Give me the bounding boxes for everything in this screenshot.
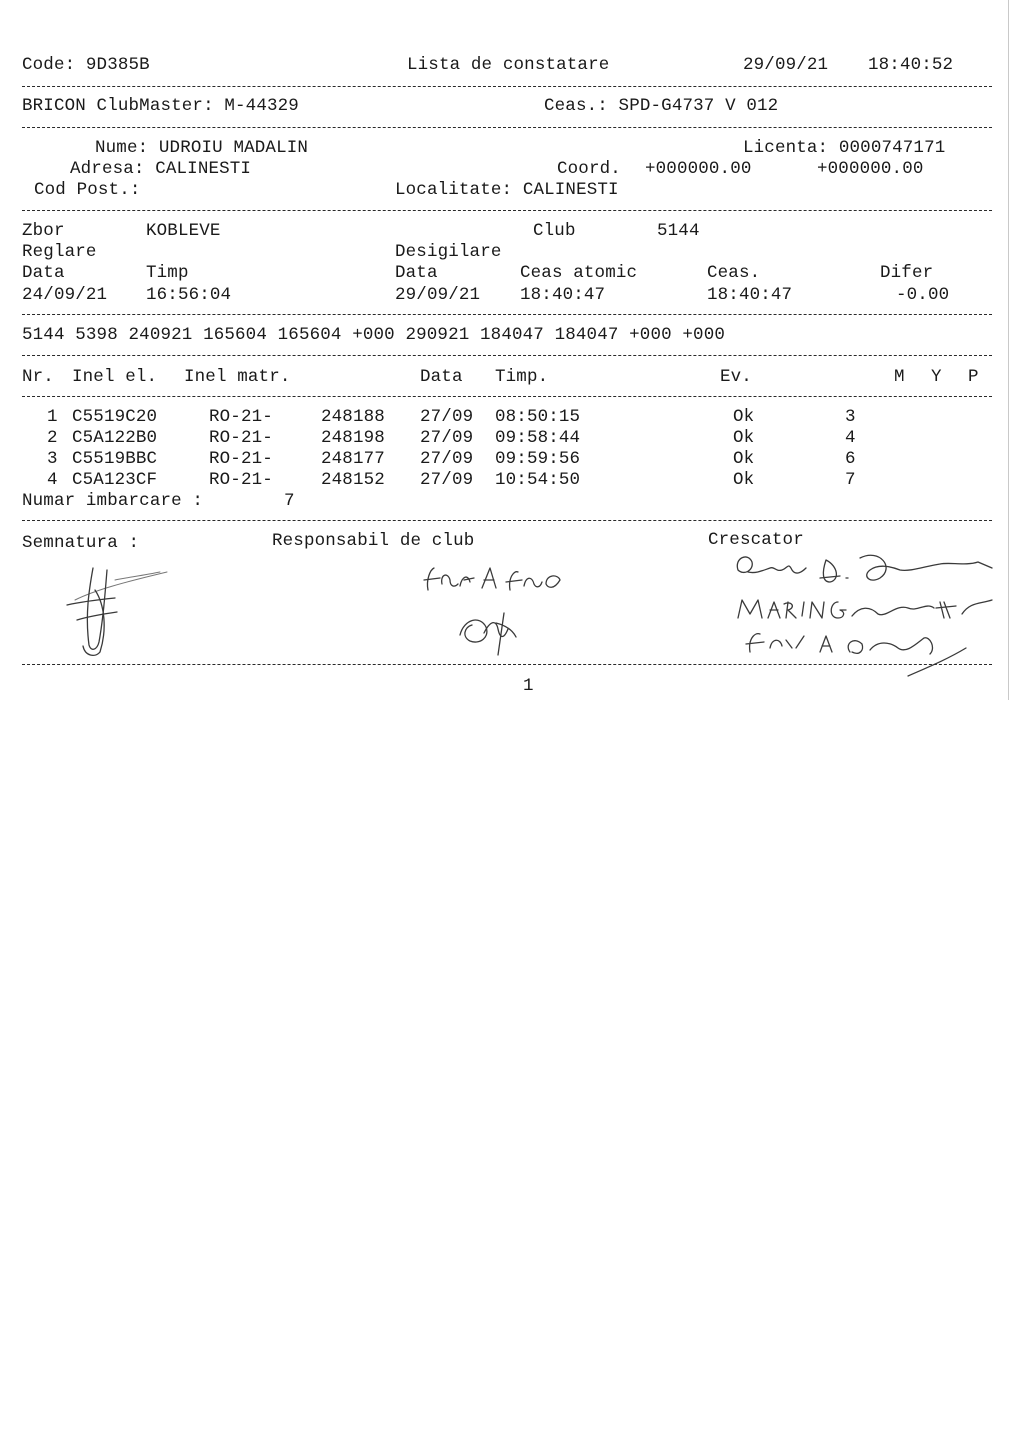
- locality: Localitate: CALINESTI: [395, 180, 619, 200]
- col-header-inel-el: Inel el.: [72, 367, 158, 387]
- col-header-data: Data: [420, 367, 463, 387]
- row-ev: Ok: [733, 428, 755, 448]
- divider: [22, 664, 992, 665]
- col-header-timp: Timp.: [495, 367, 549, 387]
- divider: [22, 314, 992, 315]
- scan-edge-line: [1008, 0, 1009, 700]
- basket-count-value: 7: [284, 491, 295, 511]
- row-nr: 1: [47, 407, 58, 427]
- club-value: 5144: [657, 221, 700, 241]
- row-date: 27/09: [420, 407, 474, 427]
- divider: [22, 210, 992, 211]
- postal-code-label: Cod Post.:: [34, 180, 141, 200]
- row-ring-number: 248152: [321, 470, 385, 490]
- desig-atomic-time: 18:40:47: [520, 285, 606, 305]
- row-ev: Ok: [733, 407, 755, 427]
- clubmaster-device: BRICON ClubMaster: M-44329: [22, 96, 299, 116]
- document-code: Code: 9D385B: [22, 55, 150, 75]
- breeder-label: Crescator: [708, 530, 804, 550]
- row-position: 3: [845, 407, 856, 427]
- row-ring-prefix: RO-21-: [209, 428, 273, 448]
- difference-value: -0.00: [896, 285, 950, 305]
- reglare-time: 16:56:04: [146, 285, 232, 305]
- row-inel-el: C5519BBC: [72, 449, 158, 469]
- encoded-data-line: 5144 5398 240921 165604 165604 +000 290921 184047 184047 +000 +000: [22, 325, 726, 345]
- signature-label: Semnatura :: [22, 533, 140, 553]
- clock-label: Ceas.: [707, 263, 761, 283]
- club-responsible-label: Responsabil de club: [272, 531, 475, 551]
- coord-y: +000000.00: [817, 159, 924, 179]
- col-header-p: P: [968, 367, 979, 387]
- page-number: 1: [523, 676, 534, 696]
- divider: [22, 127, 992, 128]
- owner-name: Nume: UDROIU MADALIN: [95, 138, 309, 158]
- row-nr: 4: [47, 470, 58, 490]
- row-date: 27/09: [420, 470, 474, 490]
- difference-label: Difer: [880, 263, 934, 283]
- desigilare-label: Desigilare: [395, 242, 502, 262]
- divider: [22, 396, 992, 397]
- row-date: 27/09: [420, 428, 474, 448]
- row-inel-el: C5519C20: [72, 407, 158, 427]
- reglare-label: Reglare: [22, 242, 97, 262]
- row-position: 6: [845, 449, 856, 469]
- reglare-date: 24/09/21: [22, 285, 108, 305]
- owner-license: Licenta: 0000747171: [743, 138, 946, 158]
- print-time: 18:40:52: [868, 55, 954, 75]
- row-ev: Ok: [733, 449, 755, 469]
- col-header-y: Y: [931, 367, 942, 387]
- document-title: Lista de constatare: [407, 55, 610, 75]
- row-ring-number: 248188: [321, 407, 385, 427]
- handwritten-initials-middle: [450, 605, 530, 665]
- flight-value: KOBLEVE: [146, 221, 221, 241]
- row-position: 7: [845, 470, 856, 490]
- reglare-time-label: Timp: [146, 263, 189, 283]
- row-time: 09:59:56: [495, 449, 581, 469]
- row-inel-el: C5A122B0: [72, 428, 158, 448]
- row-time: 08:50:15: [495, 407, 581, 427]
- row-ring-number: 248177: [321, 449, 385, 469]
- row-ev: Ok: [733, 470, 755, 490]
- row-nr: 2: [47, 428, 58, 448]
- col-header-nr: Nr.: [22, 367, 54, 387]
- row-time: 10:54:50: [495, 470, 581, 490]
- divider: [22, 520, 992, 521]
- handwritten-note-middle: [420, 562, 570, 602]
- row-date: 27/09: [420, 449, 474, 469]
- basket-count-label: Numar imbarcare :: [22, 491, 204, 511]
- row-ring-prefix: RO-21-: [209, 407, 273, 427]
- clock-id: Ceas.: SPD-G4737 V 012: [544, 96, 779, 116]
- coord-label: Coord.: [557, 159, 621, 179]
- desig-date-label: Data: [395, 263, 438, 283]
- handwritten-signature-left: [55, 560, 185, 660]
- coord-x: +000000.00: [645, 159, 752, 179]
- row-nr: 3: [47, 449, 58, 469]
- flight-label: Zbor: [22, 221, 65, 241]
- row-ring-prefix: RO-21-: [209, 449, 273, 469]
- divider: [22, 86, 992, 87]
- row-ring-number: 248198: [321, 428, 385, 448]
- col-header-m: M: [894, 367, 905, 387]
- reglare-date-label: Data: [22, 263, 65, 283]
- owner-address: Adresa: CALINESTI: [70, 159, 252, 179]
- col-header-ev: Ev.: [720, 367, 752, 387]
- row-time: 09:58:44: [495, 428, 581, 448]
- desig-date: 29/09/21: [395, 285, 481, 305]
- desig-clock-time: 18:40:47: [707, 285, 793, 305]
- handwritten-signature-breeder: [730, 548, 1000, 688]
- print-date: 29/09/21: [743, 55, 829, 75]
- col-header-inel-matr: Inel matr.: [184, 367, 291, 387]
- divider: [22, 355, 992, 356]
- club-label: Club: [533, 221, 576, 241]
- row-inel-el: C5A123CF: [72, 470, 158, 490]
- atomic-clock-label: Ceas atomic: [520, 263, 638, 283]
- row-ring-prefix: RO-21-: [209, 470, 273, 490]
- row-position: 4: [845, 428, 856, 448]
